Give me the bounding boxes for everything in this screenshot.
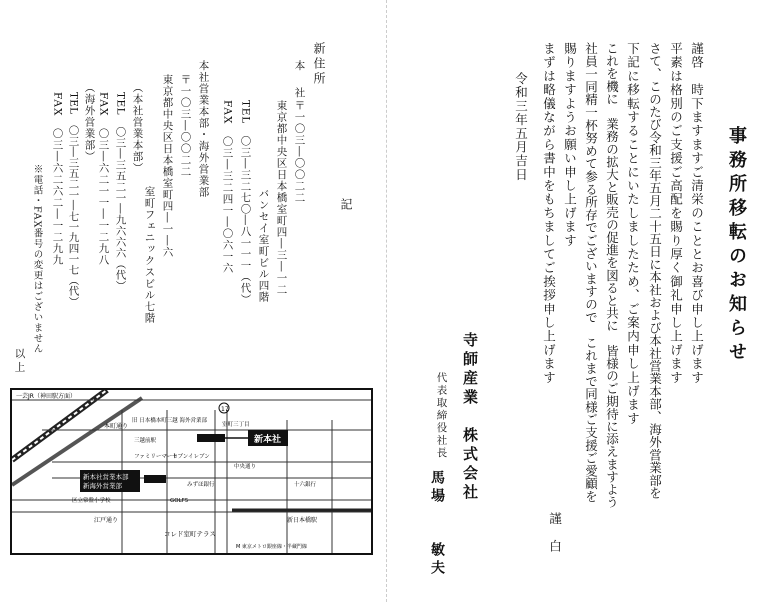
map-station-top: 一芸JR（神田駅方面） (16, 393, 76, 400)
phone-note: ※電話・FAX番号の変更はございません (31, 164, 43, 355)
page-fold (386, 0, 387, 602)
map-school: 区立常盤小学校 (72, 498, 111, 504)
eigyo-postal: 〒一〇三―〇〇二二 (179, 74, 192, 178)
honsha-postal: 〒一〇三―〇〇二二 (293, 100, 306, 204)
access-map (10, 388, 373, 555)
eigyo-fax: FAX 〇三―六二一一―一二九八 (97, 92, 110, 266)
map-coredo: コレド室町テラス (164, 530, 216, 538)
company-name: 寺師産業 株式会社 (461, 332, 479, 503)
body-line-6: 社員一同精一杯努めて参る所存でございますので これまで同様ご支援ご愛顧を (583, 42, 599, 503)
map-shin-nihonbashi: 新日本橋駅 (287, 517, 318, 524)
signer-name: 馬場 敏夫 (429, 470, 445, 578)
honsha-tel: TEL 〇三―三二七〇―八一一一（代） (239, 100, 252, 305)
honsha-address-1: 東京都中央区日本橋室町四―三―一二 (275, 100, 288, 296)
honsha-label: 本 社 (293, 60, 306, 101)
body-line-3: さて、このたび令和三年五月二十五日に本社および本社営業本部、海外営業部を (647, 42, 663, 500)
map-chuo-dori: 中央通り (234, 464, 257, 470)
kaigai-tel: TEL 〇三―三五二一―七一九四一七（代） (67, 92, 80, 307)
map-new-office: 新本社 (254, 435, 282, 445)
notice-title: 事務所移転のお知らせ (726, 126, 747, 366)
body-line-8: まずは略儀ながら書中をもちましてご挨拶申し上げます (541, 42, 557, 385)
eigyo-label: 本社営業本部・海外営業部 (197, 60, 210, 198)
map-famima: ファミリーマート (134, 454, 178, 460)
map-route17: 17 (221, 406, 229, 413)
body-line-1: 謹啓 時下ますますご清栄のこととお喜び申し上げます (689, 42, 705, 385)
map-new-sales: 新本社営業本部 (83, 473, 129, 481)
map-golf: GOLF5 (170, 498, 189, 504)
map-muromachi: 室町三丁目 (222, 422, 250, 428)
kaigai-dept: （海外営業部） (83, 82, 96, 163)
eigyo-tel: TEL 〇三―三五二一―九六六六（代） (114, 92, 127, 292)
body-line-7: 賜りますようお願い申し上げます (562, 42, 578, 248)
ki-mark: 記 (339, 198, 353, 211)
honsha-address-2: バンセイ室町ビル四階 (257, 188, 270, 303)
new-sales-block (144, 475, 166, 483)
map-mizuho: みずほ銀行 (187, 482, 215, 488)
new-office-block (197, 434, 225, 442)
kaigai-fax: FAX 〇三―六二六二―一二九九 (51, 92, 64, 266)
body-line-4: 下記に移転することにいたしましたため、ご案内申し上げます (625, 42, 641, 426)
eigyo-address-1: 東京都中央区日本橋室町四―一―六 (161, 74, 174, 258)
map-new-overseas: 新海外営業部 (83, 482, 122, 490)
map-honcho-st: 本町通り (104, 423, 129, 430)
notice-date: 令和三年五月吉日 (513, 72, 529, 182)
closing-kinpaku: 謹 白 (547, 512, 563, 554)
map-ginza-line: M 東京メトロ銀座線・半蔵門線 (236, 544, 307, 550)
map-seven: セブンイレブン (172, 454, 210, 460)
map-bldg-top: 旧 日本橋本町三越 海外営業部 (132, 418, 207, 424)
body-line-5: これを機に 業務の拡大と販売の促進を図ると共に 皆様のご期待に添えますよう (604, 42, 620, 509)
body-line-2: 平素は格別のご支援ご高配を賜り厚く御礼申し上げます (668, 42, 684, 385)
signer-title: 代表取締役社長 (435, 372, 448, 460)
eigyo-dept: （本社営業本部） (131, 82, 144, 174)
honsha-fax: FAX 〇三―三二四一―〇六一六 (221, 100, 234, 274)
eigyo-address-2: 室町フェニックスビル七階 (143, 186, 156, 324)
ijo-mark: 以上 (13, 348, 26, 375)
new-address-heading: 新住所 (312, 42, 326, 87)
map-juroku: 十六銀行 (294, 482, 317, 488)
map-edo-dori: 江戸通り (94, 517, 119, 524)
map-mitsukoshi: 三越前駅 (134, 438, 157, 444)
